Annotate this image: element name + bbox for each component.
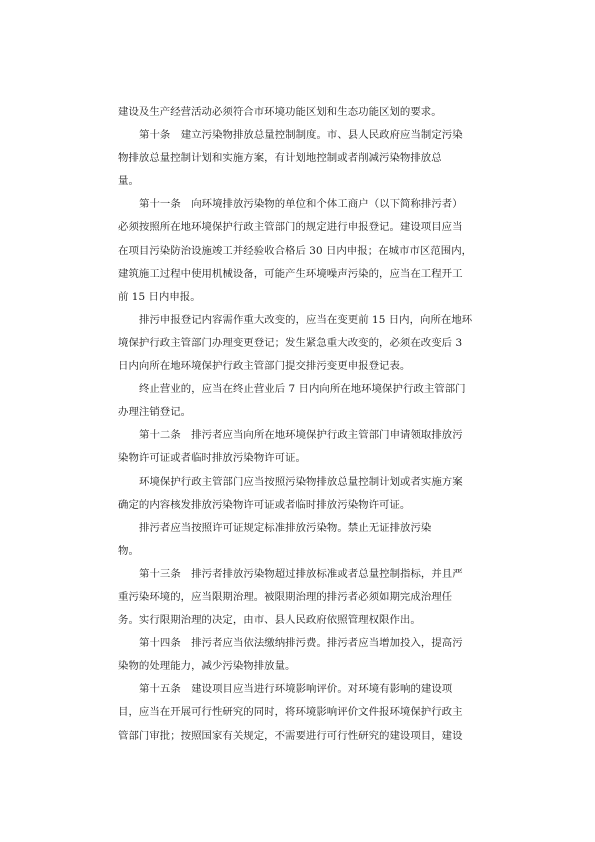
text-line: 第十五条 建设项目应当进行环境影响评价。对环境有影响的建设项 [139,683,453,696]
text-line: 重污染环境的，应当限期治理。被限期治理的排污者必须如期完成治理任 [118,590,453,603]
document-body [118,101,480,748]
text-line: 染物的处理能力，减少污染物排放量。 [118,660,296,673]
text-line: 确定的内容核发排放污染物许可证或者临时排放污染物许可证。 [118,498,411,511]
text-line: 染物许可证或者临时排放污染物许可证。 [118,452,306,465]
text-line: 量。 [118,175,139,188]
text-line: 务。实行限期治理的决定，由市、县人民政府依照管理权限作出。 [118,614,421,627]
text-line: 建设及生产经营活动必须符合市环境功能区划和生态功能区划的要求。 [118,106,442,118]
text-line: 建筑施工过程中使用机械设备，可能产生环境噪声污染的，应当在工程开工 [118,267,463,280]
text-line: 第十二条 排污者应当向所在地环境保护行政主管部门申请领取排放污 [139,429,463,442]
text-line: 终止营业的，应当在终止营业后 7 日内向所在地环境保护行政主管部门 [139,383,466,396]
text-line: 排污申报登记内容需作重大改变的，应当在变更前 15 日内，向所在地环 [139,313,473,326]
text-line: 第十条 建立污染物排放总量控制制度。市、县人民政府应当制定污染 [139,129,463,142]
text-line: 第十一条 向环境排放污染物的单位和个体工商户（以下简称排污者） [139,198,463,211]
text-line: 第十三条 排污者排放污染物超过排放标准或者总量控制指标，并且严 [139,567,463,580]
text-line: 排污者应当按照许可证规定标准排放污染物。禁止无证排放污染 [139,521,432,534]
text-line: 办理注销登记。 [118,406,192,419]
text-line: 境保护行政主管部门办理变更登记；发生紧急重大改变的，必须在改变后 3 [118,336,463,349]
text-line: 必须按照所在地环境保护行政主管部门的规定进行申报登记。建设项目应当 [118,221,463,234]
text-line: 物。 [118,544,139,557]
text-line: 管部门审批；按照国家有关规定，不需要进行可行性研究的建设项目，建设 [118,729,463,742]
text-line: 环境保护行政主管部门应当按照污染物排放总量控制计划或者实施方案 [139,475,463,488]
text-line: 前 15 日内申报。 [118,290,201,303]
text-line: 第十四条 排污者应当依法缴纳排污费。排污者应当增加投入，提高污 [139,637,463,650]
text-line: 物排放总量控制计划和实施方案，有计划地控制或者削减污染物排放总 [118,152,442,165]
text-line: 日内向所在地环境保护行政主管部门提交排污变更申报登记表。 [118,360,411,373]
text-line: 在项目污染防治设施竣工并经验收合格后 30 日内申报；在城市市区范围内， [118,244,473,257]
text-line: 目，应当在开展可行性研究的同时，将环境影响评价文件报环境保护行政主 [118,706,463,719]
